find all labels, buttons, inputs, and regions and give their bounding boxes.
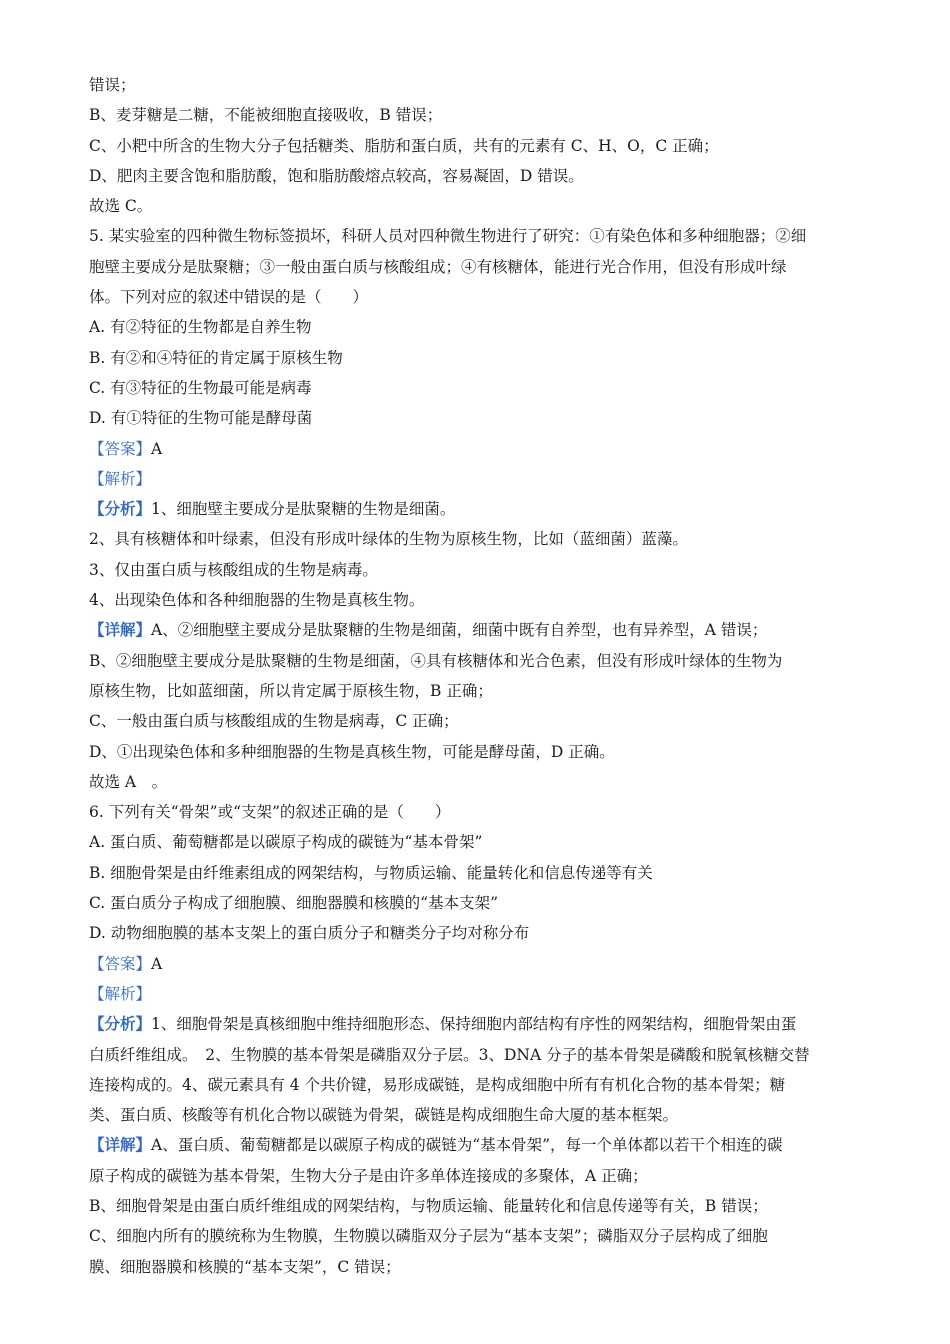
section-tag: 【答案】 xyxy=(89,954,152,973)
text-line xyxy=(89,706,864,736)
text-line xyxy=(89,1161,864,1191)
line-text: B. 有②和④特征的肯定属于原核生物 xyxy=(89,348,343,367)
text-line xyxy=(89,555,864,585)
line-text: B、麦芽糖是二糖，不能被细胞直接吸收，B 错误； xyxy=(89,106,443,125)
line-text: C、一般由蛋白质与核酸组成的生物是病毒，C 正确； xyxy=(89,712,459,731)
line-text: 6. 下列有关“骨架”或“支架”的叙述正确的是（ ） xyxy=(89,803,451,822)
line-text: D. 有①特征的生物可能是酵母菌 xyxy=(89,409,313,428)
text-line xyxy=(89,312,864,342)
text-line xyxy=(89,434,864,464)
line-text: B、细胞骨架是由蛋白质纤维组成的网架结构，与物质运输、能量转化和信息传递等有关，B 错误； xyxy=(89,1196,768,1215)
text-line xyxy=(89,1130,864,1160)
line-text: C. 有③特征的生物最可能是病毒 xyxy=(89,378,312,397)
line-text: 错误； xyxy=(89,76,136,94)
line-text: 类、蛋白质、核酸等有机化合物以碳链为骨架，碳链是构成细胞生命大厦的基本框架。 xyxy=(89,1106,679,1125)
text-line xyxy=(89,100,864,130)
text-line xyxy=(89,1191,864,1221)
document-page xyxy=(89,70,864,1282)
text-line xyxy=(89,494,864,524)
section-tag: 【详解】 xyxy=(89,1135,152,1155)
line-text: C、细胞内所有的膜统称为生物膜，生物膜以磷脂双分子层为“基本支架”；磷脂双分子层构成了细胞 xyxy=(89,1227,768,1246)
text-line xyxy=(89,737,864,767)
line-text: A. 蛋白质、葡萄糖都是以碳原子构成的碳链为“基本骨架” xyxy=(89,833,483,852)
text-line xyxy=(89,1100,864,1130)
text-line xyxy=(89,979,864,1009)
section-tag: 【分析】 xyxy=(89,1014,152,1034)
section-tag: 【答案】 xyxy=(89,439,152,458)
text-line xyxy=(89,282,864,312)
section-tag: 【解析】 xyxy=(89,984,152,1003)
line-text: 胞壁主要成分是肽聚糖；③一般由蛋白质与核酸组成；④有核糖体，能进行光合作用，但没有形成叶绿 xyxy=(89,257,787,276)
text-line xyxy=(89,615,864,645)
line-text: A xyxy=(151,439,163,458)
line-text: 4、出现染色体和各种细胞器的生物是真核生物。 xyxy=(89,591,425,610)
section-tag: 【解析】 xyxy=(89,469,152,488)
line-text: A xyxy=(151,954,163,973)
text-line xyxy=(89,1070,864,1100)
text-line xyxy=(89,767,864,797)
line-text: 3、仅由蛋白质与核酸组成的生物是病毒。 xyxy=(89,560,378,579)
text-line xyxy=(89,252,864,282)
text-line xyxy=(89,403,864,433)
line-text: C、小粑中所含的生物大分子包括糖类、脂肪和蛋白质，共有的元素有 C、H、O，C 正确； xyxy=(89,136,719,155)
section-tag: 【详解】 xyxy=(89,620,152,640)
text-line xyxy=(89,131,864,161)
text-line xyxy=(89,858,864,888)
text-line xyxy=(89,949,864,979)
text-line xyxy=(89,343,864,373)
section-tag: 【分析】 xyxy=(89,499,152,519)
text-line xyxy=(89,676,864,706)
text-line xyxy=(89,373,864,403)
text-line xyxy=(89,524,864,554)
line-text: D. 动物细胞膜的基本支架上的蛋白质分子和糖类分子均对称分布 xyxy=(89,924,530,943)
text-line xyxy=(89,221,864,251)
text-line xyxy=(89,1252,864,1282)
text-line xyxy=(89,585,864,615)
line-text: A、②细胞壁主要成分是肽聚糖的生物是细菌，细菌中既有自养型，也有异养型，A 错误； xyxy=(151,621,768,640)
text-line xyxy=(89,464,864,494)
text-line xyxy=(89,1009,864,1039)
line-text: 1、细胞骨架是真核细胞中维持细胞形态、保持细胞内部结构有序性的网架结构，细胞骨架由蛋 xyxy=(151,1015,797,1034)
line-text: 连接构成的。4、碳元素具有 4 个共价键，易形成碳链，是构成细胞中所有有机化合物的基本骨架；糖 xyxy=(89,1075,786,1094)
text-line xyxy=(89,1221,864,1251)
line-text: A、蛋白质、葡萄糖都是以碳原子构成的碳链为“基本骨架”，每一个单体都以若干个相连的碳 xyxy=(151,1136,783,1155)
text-line xyxy=(89,70,864,100)
line-text: C. 蛋白质分子构成了细胞膜、细胞器膜和核膜的“基本支架” xyxy=(89,894,499,913)
line-text: 故选 A 。 xyxy=(89,772,168,791)
line-text: D、肥肉主要含饱和脂肪酸，饱和脂肪酸熔点较高，容易凝固，D 错误。 xyxy=(89,166,584,185)
line-text: D、①出现染色体和多种细胞器的生物是真核生物，可能是酵母菌，D 正确。 xyxy=(89,742,615,761)
line-text: 白质纤维组成。 2、生物膜的基本骨架是磷脂双分子层。3、DNA 分子的基本骨架是磷酸和脱氧核糖交替 xyxy=(89,1045,810,1064)
line-text: B. 细胞骨架是由纤维素组成的网架结构，与物质运输、能量转化和信息传递等有关 xyxy=(89,863,653,882)
line-text: A. 有②特征的生物都是自养生物 xyxy=(89,318,312,337)
line-text: 膜、细胞器膜和核膜的“基本支架”，C 错误； xyxy=(89,1257,401,1276)
line-text: 原核生物，比如蓝细菌，所以肯定属于原核生物，B 正确； xyxy=(89,681,493,700)
text-line xyxy=(89,918,864,948)
text-line xyxy=(89,827,864,857)
line-text: 原子构成的碳链为基本骨架，生物大分子是由许多单体连接成的多聚体，A 正确； xyxy=(89,1166,648,1185)
text-line xyxy=(89,797,864,827)
text-line xyxy=(89,888,864,918)
text-line xyxy=(89,161,864,191)
line-text: 故选 C。 xyxy=(89,197,153,216)
line-text: B、②细胞壁主要成分是肽聚糖的生物是细菌，④具有核糖体和光合色素，但没有形成叶绿体的生物为 xyxy=(89,651,783,670)
text-line xyxy=(89,646,864,676)
text-line xyxy=(89,1040,864,1070)
text-line xyxy=(89,191,864,221)
line-text: 5. 某实验室的四种微生物标签损坏，科研人员对四种微生物进行了研究：①有染色体和多种细胞器；②细 xyxy=(89,227,807,246)
line-text: 体。下列对应的叙述中错误的是（ ） xyxy=(89,288,369,307)
line-text: 2、具有核糖体和叶绿素，但没有形成叶绿体的生物为原核生物，比如（蓝细菌）蓝藻。 xyxy=(89,530,688,549)
line-text: 1、细胞壁主要成分是肽聚糖的生物是细菌。 xyxy=(151,500,456,519)
